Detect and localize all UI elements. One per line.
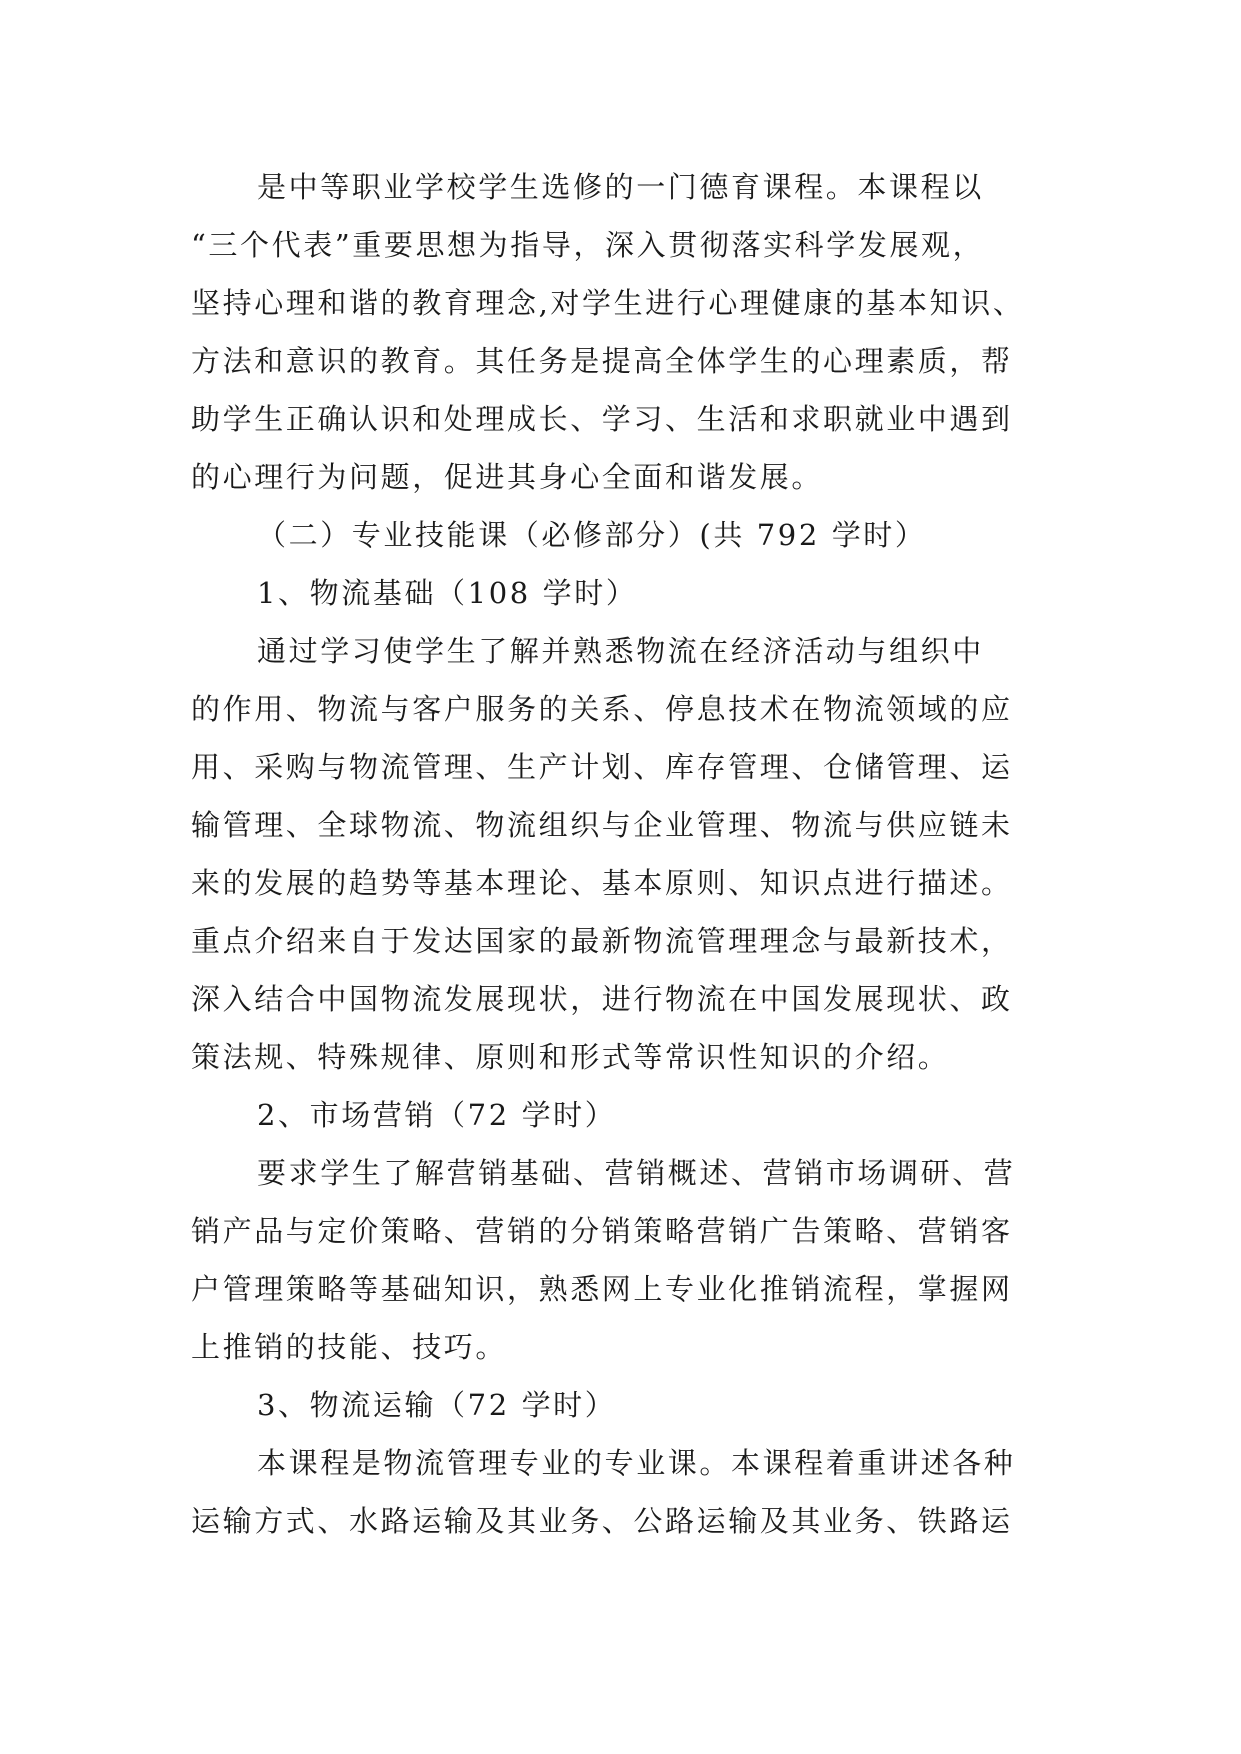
paragraph-line: 深入结合中国物流发展现状，进行物流在中国发展现状、政 [191,982,1013,1016]
paragraph-line: 助学生正确认识和处理成长、学习、生活和求职就业中遇到 [191,402,1013,436]
paragraph-line: 本课程是物流管理专业的专业课。本课程着重讲述各种 [257,1446,1016,1480]
document-body [191,158,1091,1550]
section-heading: （二）专业技能课（必修部分）(共 792 学时） [257,518,927,552]
paragraph-line: 的心理行为问题，促进其身心全面和谐发展。 [191,460,824,494]
paragraph-line: 来的发展的趋势等基本理论、基本原则、知识点进行描述。 [191,866,1013,900]
paragraph-line: 运输方式、水路运输及其业务、公路运输及其业务、铁路运 [191,1504,1013,1538]
paragraph-line: 的作用、物流与客户服务的关系、停息技术在物流领域的应 [191,692,1013,726]
paragraph-line: “三个代表”重要思想为指导，深入贯彻落实科学发展观， [191,228,985,262]
paragraph-line: 是中等职业学校学生选修的一门德育课程。本课程以 [257,170,984,204]
paragraph-line: 要求学生了解营销基础、营销概述、营销市场调研、营 [257,1156,1016,1190]
paragraph-line: 方法和意识的教育。其任务是提高全体学生的心理素质，帮 [191,344,1013,378]
paragraph-line: 坚持心理和谐的教育理念,对学生进行心理健康的基本知识、 [191,286,1025,320]
paragraph-line: 输管理、全球物流、物流组织与企业管理、物流与供应链未 [191,808,1013,842]
paragraph-line: 户管理策略等基础知识，熟悉网上专业化推销流程，掌握网 [191,1272,1013,1306]
course-heading: 3、物流运输（72 学时） [257,1388,617,1422]
paragraph-line: 上推销的技能、技巧。 [191,1330,508,1364]
paragraph-line: 通过学习使学生了解并熟悉物流在经济活动与组织中 [257,634,984,668]
course-heading: 1、物流基础（108 学时） [257,576,638,610]
paragraph-line: 销产品与定价策略、营销的分销策略营销广告策略、营销客 [191,1214,1013,1248]
paragraph-line: 用、采购与物流管理、生产计划、库存管理、仓储管理、运 [191,750,1013,784]
course-heading: 2、市场营销（72 学时） [257,1098,617,1132]
paragraph-line: 重点介绍来自于发达国家的最新物流管理理念与最新技术， [191,924,1013,958]
paragraph-line: 策法规、特殊规律、原则和形式等常识性知识的介绍。 [191,1040,950,1074]
